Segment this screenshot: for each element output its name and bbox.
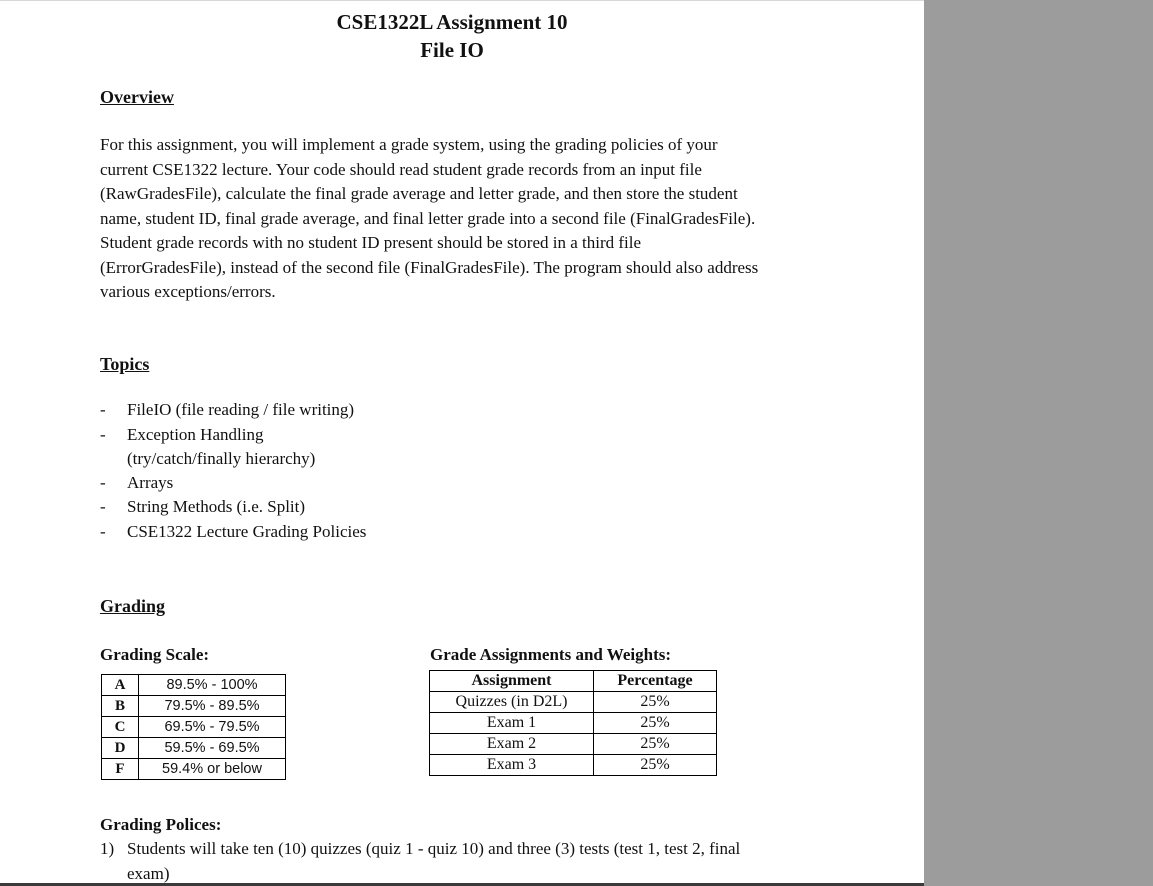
- bullet-dash: -: [100, 425, 106, 444]
- assignment-cell: Quizzes (in D2L): [430, 692, 594, 713]
- overview-heading: Overview: [100, 87, 174, 107]
- percentage-cell: 25%: [594, 713, 717, 734]
- overview-line: current CSE1322 lecture. Your code should read student grade records from an input file: [100, 159, 702, 179]
- bullet-dash: -: [100, 497, 106, 516]
- topic-item: - Arrays: [100, 473, 174, 492]
- table-row: [102, 696, 286, 717]
- overview-line: (RawGradesFile), calculate the final grade average and letter grade, and then store the student: [100, 184, 738, 203]
- overview-line: name, student ID, final grade average, and final letter grade into a second file (FinalGradesFile).: [100, 208, 756, 228]
- table-row: [430, 692, 717, 713]
- overview-line: For this assignment, you will implement a grade system, using the grading policies of your: [100, 135, 718, 154]
- grade-letter: D: [102, 738, 139, 759]
- table-row: [430, 734, 717, 755]
- policy-number: 1): [100, 839, 115, 858]
- grade-range: 79.5% - 89.5%: [139, 696, 286, 717]
- topic-item: - FileIO (file reading / file writing): [100, 400, 355, 419]
- bullet-dash: -: [100, 473, 106, 492]
- topic-item-continuation: (try/catch/finally hierarchy): [127, 449, 316, 468]
- table-row: [430, 755, 717, 776]
- topic-item: - String Methods (i.e. Split): [100, 497, 306, 516]
- percentage-cell: 25%: [594, 734, 717, 755]
- grade-letter: F: [102, 759, 139, 780]
- grading-heading: Grading: [100, 596, 166, 616]
- topic-item: - Exception Handling: [100, 425, 264, 444]
- policy-item: 1) Students will take ten (10) quizzes (quiz 1 - quiz 10) and three (3) tests (test 1, test 2, final exam): [100, 839, 741, 883]
- document-title: CSE1322L Assignment 10: [336, 10, 568, 34]
- percentage-cell: 25%: [594, 755, 717, 776]
- grade-range: 59.4% or below: [139, 759, 286, 780]
- percentage-cell: 25%: [594, 692, 717, 713]
- table-row: [102, 675, 286, 696]
- bullet-dash: -: [100, 400, 106, 419]
- table-header-row: [430, 671, 717, 692]
- grade-range: 89.5% - 100%: [139, 675, 286, 696]
- viewer-gutter: [924, 0, 1153, 886]
- grade-weights-table: [429, 670, 717, 776]
- overview-line: Student grade records with no student ID present should be stored in a third file: [100, 233, 642, 252]
- topic-item: - CSE1322 Lecture Grading Policies: [100, 522, 367, 541]
- grading-scale-table: [101, 674, 286, 780]
- overview-line: (ErrorGradesFile), instead of the second file (FinalGradesFile). The program should also address: [100, 257, 759, 277]
- grade-range: 59.5% - 69.5%: [139, 738, 286, 759]
- assignment-cell: Exam 1: [430, 713, 594, 734]
- assignment-cell: Exam 3: [430, 755, 594, 776]
- assignment-cell: Exam 2: [430, 734, 594, 755]
- topics-heading: Topics: [100, 354, 150, 374]
- table-row: [430, 713, 717, 734]
- table-row: [102, 759, 286, 780]
- column-header-percentage: Percentage: [594, 671, 717, 692]
- weights-title: Grade Assignments and Weights:: [430, 645, 672, 664]
- column-header-assignment: Assignment: [430, 671, 594, 692]
- grade-range: 69.5% - 79.5%: [139, 717, 286, 738]
- document-subtitle: File IO: [420, 38, 484, 62]
- grade-letter: C: [102, 717, 139, 738]
- table-row: [102, 717, 286, 738]
- table-row: [102, 738, 286, 759]
- overview-paragraph: [100, 133, 830, 305]
- grading-scale-title: Grading Scale:: [100, 645, 210, 664]
- grade-letter: A: [102, 675, 139, 696]
- overview-line: various exceptions/errors.: [100, 282, 276, 301]
- grading-policies-title: Grading Polices:: [100, 815, 222, 834]
- bullet-dash: -: [100, 522, 106, 541]
- grade-letter: B: [102, 696, 139, 717]
